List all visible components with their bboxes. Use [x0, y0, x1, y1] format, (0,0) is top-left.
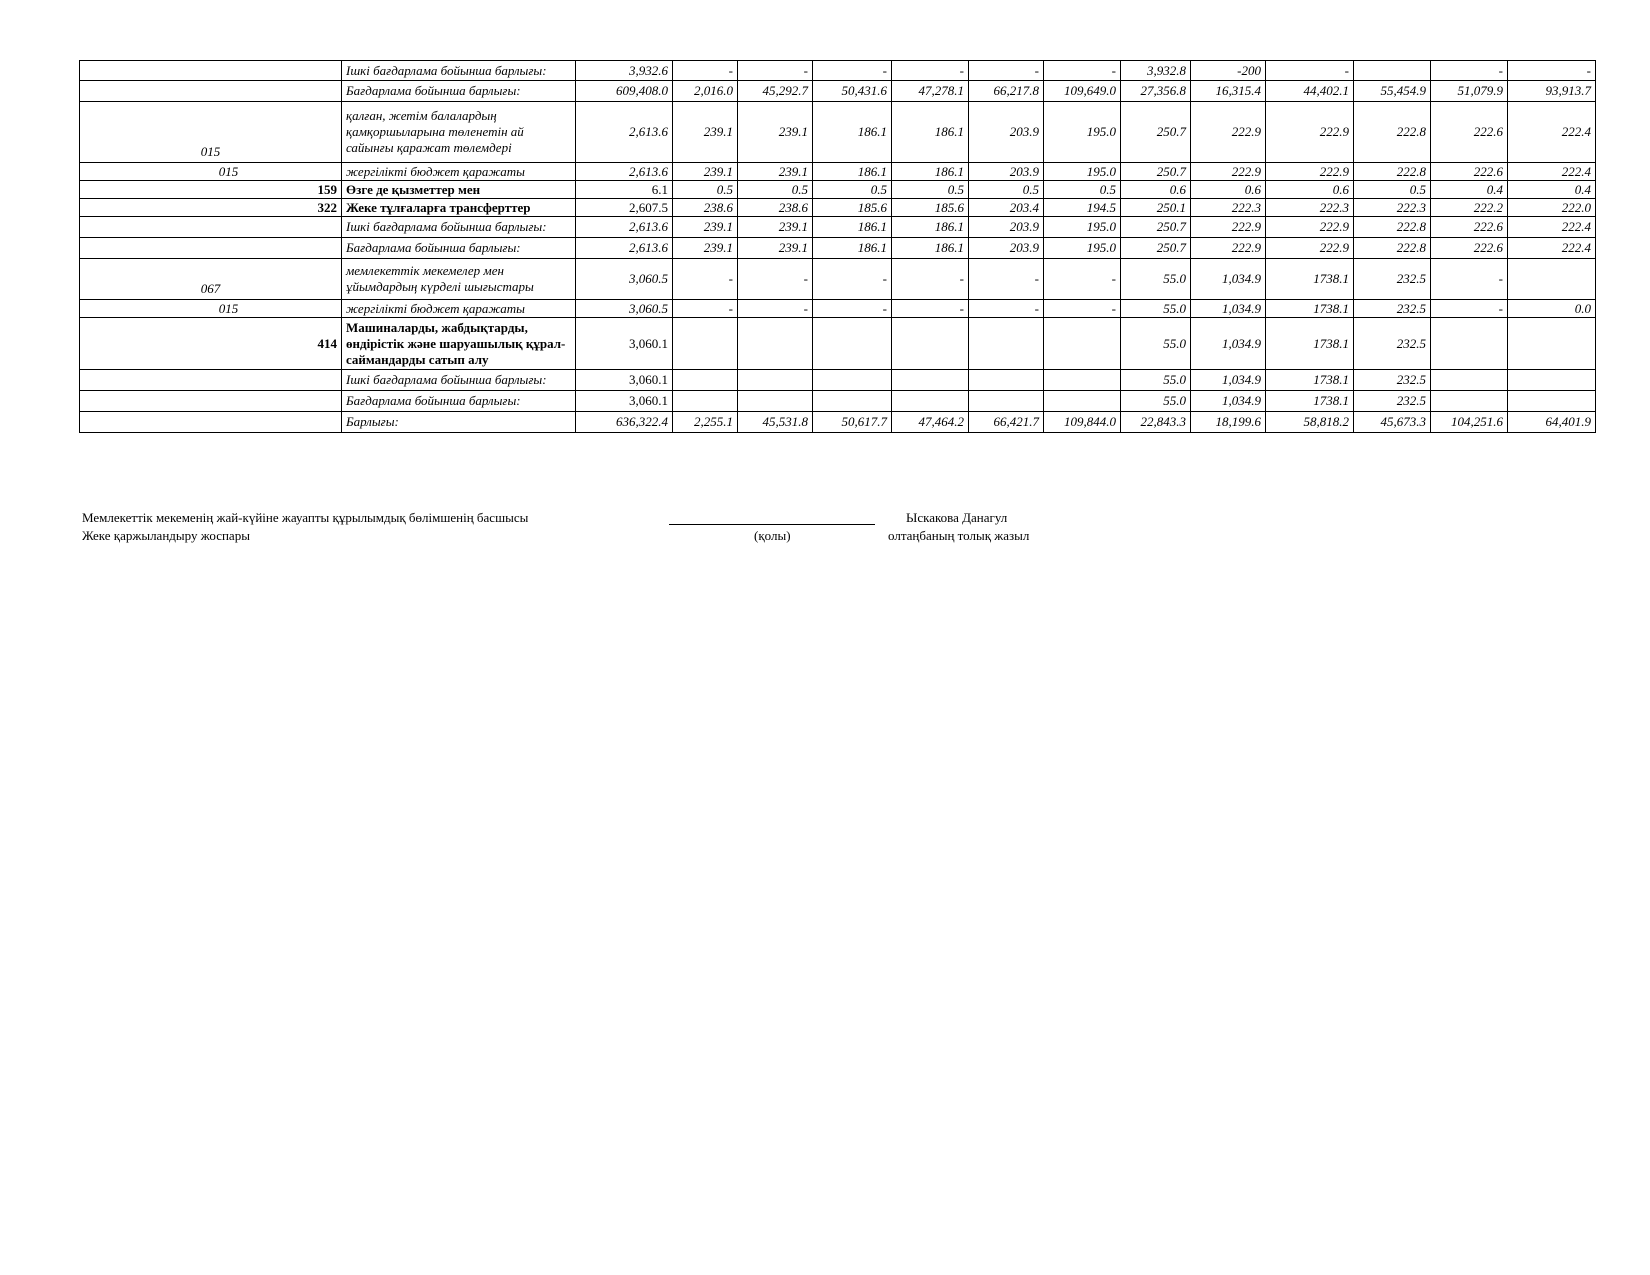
value-cell: 0.5: [1354, 181, 1431, 199]
value-cell: -: [969, 300, 1044, 318]
value-cell: 250.7: [1121, 102, 1191, 163]
value-cell: 222.9: [1191, 102, 1266, 163]
row-name: Ішкі бағдарлама бойынша барлығы:: [342, 61, 576, 81]
value-cell: 2,613.6: [576, 163, 673, 181]
value-cell: 238.6: [738, 199, 813, 217]
value-cell: 186.1: [813, 163, 892, 181]
value-cell: 239.1: [673, 163, 738, 181]
value-cell: 239.1: [738, 102, 813, 163]
value-cell: [1508, 391, 1596, 412]
table-row: [80, 102, 1596, 163]
value-cell: [738, 318, 813, 370]
table-row: [80, 61, 1596, 81]
value-cell: 2,613.6: [576, 102, 673, 163]
value-cell: -: [673, 300, 738, 318]
value-cell: 2,613.6: [576, 238, 673, 259]
row-code: 159: [80, 181, 342, 199]
value-cell: 3,060.1: [576, 391, 673, 412]
table-row: [80, 318, 1596, 370]
value-cell: 3,060.1: [576, 370, 673, 391]
value-cell: [738, 370, 813, 391]
row-name: Машиналарды, жабдықтарды, өндірістік және шаруашылық құрал-саймандарды сатып алу: [342, 318, 576, 370]
value-cell: 27,356.8: [1121, 81, 1191, 102]
name-caption: олтаңбаның толық жазыл: [888, 528, 1030, 543]
row-code: 015: [80, 102, 342, 163]
value-cell: [1044, 391, 1121, 412]
value-cell: 3,932.6: [576, 61, 673, 81]
row-name: Барлығы:: [342, 412, 576, 433]
value-cell: 194.5: [1044, 199, 1121, 217]
row-name: Жеке тұлғаларға трансферттер: [342, 199, 576, 217]
value-cell: 222.3: [1191, 199, 1266, 217]
value-cell: 55.0: [1121, 300, 1191, 318]
value-cell: -: [1431, 61, 1508, 81]
value-cell: 222.9: [1266, 163, 1354, 181]
value-cell: -: [673, 61, 738, 81]
signatory-name: Ыскакова Данагул: [906, 510, 1008, 525]
value-cell: -: [1044, 300, 1121, 318]
signature-position-line2: Жеке қаржыландыру жоспары: [82, 528, 250, 543]
value-cell: 250.7: [1121, 163, 1191, 181]
value-cell: 1738.1: [1266, 300, 1354, 318]
value-cell: 1738.1: [1266, 391, 1354, 412]
value-cell: 51,079.9: [1431, 81, 1508, 102]
value-cell: 6.1: [576, 181, 673, 199]
value-cell: 18,199.6: [1191, 412, 1266, 433]
value-cell: 195.0: [1044, 163, 1121, 181]
value-cell: [1431, 370, 1508, 391]
value-cell: 0.4: [1508, 181, 1596, 199]
value-cell: [1508, 259, 1596, 300]
value-cell: [1508, 370, 1596, 391]
value-cell: 1,034.9: [1191, 318, 1266, 370]
value-cell: 203.9: [969, 217, 1044, 238]
row-name: қалған, жетім балалардың қамқоршыларына төленетін ай сайынғы қаражат төлемдері: [342, 102, 576, 163]
value-cell: [813, 391, 892, 412]
row-code: [80, 81, 342, 102]
value-cell: 239.1: [738, 163, 813, 181]
value-cell: -: [892, 300, 969, 318]
value-cell: 22,843.3: [1121, 412, 1191, 433]
row-name: Бағдарлама бойынша барлығы:: [342, 391, 576, 412]
value-cell: 109,649.0: [1044, 81, 1121, 102]
value-cell: 222.6: [1431, 238, 1508, 259]
value-cell: 222.9: [1191, 238, 1266, 259]
value-cell: 222.9: [1266, 238, 1354, 259]
value-cell: 0.5: [813, 181, 892, 199]
signature-caption: (қолы): [754, 528, 791, 543]
value-cell: 55,454.9: [1354, 81, 1431, 102]
value-cell: [1354, 61, 1431, 81]
value-cell: 222.2: [1431, 199, 1508, 217]
row-name: Ішкі бағдарлама бойынша барлығы:: [342, 217, 576, 238]
value-cell: 203.9: [969, 238, 1044, 259]
value-cell: 222.4: [1508, 102, 1596, 163]
row-name: жергілікті бюджет қаражаты: [342, 300, 576, 318]
value-cell: 47,278.1: [892, 81, 969, 102]
value-cell: 186.1: [892, 217, 969, 238]
row-code: [80, 412, 342, 433]
value-cell: 203.4: [969, 199, 1044, 217]
value-cell: 44,402.1: [1266, 81, 1354, 102]
value-cell: 222.8: [1354, 217, 1431, 238]
row-code: [80, 238, 342, 259]
table-body: [80, 61, 1596, 433]
value-cell: -200: [1191, 61, 1266, 81]
row-name: Бағдарлама бойынша барлығы:: [342, 81, 576, 102]
value-cell: [673, 318, 738, 370]
value-cell: 93,913.7: [1508, 81, 1596, 102]
value-cell: 232.5: [1354, 300, 1431, 318]
value-cell: 222.6: [1431, 217, 1508, 238]
value-cell: [969, 370, 1044, 391]
value-cell: [738, 391, 813, 412]
value-cell: 222.6: [1431, 102, 1508, 163]
financing-plan-table: [79, 60, 1596, 433]
value-cell: -: [738, 300, 813, 318]
value-cell: 0.6: [1121, 181, 1191, 199]
row-code: 067: [80, 259, 342, 300]
value-cell: 239.1: [738, 217, 813, 238]
table-row: [80, 217, 1596, 238]
value-cell: 222.3: [1266, 199, 1354, 217]
value-cell: 222.3: [1354, 199, 1431, 217]
value-cell: -: [969, 61, 1044, 81]
value-cell: 609,408.0: [576, 81, 673, 102]
value-cell: -: [673, 259, 738, 300]
value-cell: 250.7: [1121, 238, 1191, 259]
row-code: 015: [80, 163, 342, 181]
value-cell: [673, 370, 738, 391]
value-cell: 3,060.5: [576, 300, 673, 318]
value-cell: 186.1: [892, 163, 969, 181]
value-cell: 195.0: [1044, 102, 1121, 163]
value-cell: -: [892, 61, 969, 81]
value-cell: 0.5: [892, 181, 969, 199]
value-cell: 186.1: [892, 238, 969, 259]
value-cell: 195.0: [1044, 217, 1121, 238]
value-cell: 55.0: [1121, 391, 1191, 412]
row-name: мемлекеттік мекемелер мен ұйымдардың күрделі шығыстары: [342, 259, 576, 300]
value-cell: 1738.1: [1266, 370, 1354, 391]
signature-line: [669, 524, 875, 525]
table-row: [80, 238, 1596, 259]
value-cell: 64,401.9: [1508, 412, 1596, 433]
table-row: [80, 300, 1596, 318]
value-cell: 1,034.9: [1191, 370, 1266, 391]
value-cell: [892, 318, 969, 370]
value-cell: 55.0: [1121, 318, 1191, 370]
value-cell: 250.7: [1121, 217, 1191, 238]
row-code: [80, 217, 342, 238]
table-row: [80, 199, 1596, 217]
table-row: [80, 370, 1596, 391]
row-name: жергілікті бюджет қаражаты: [342, 163, 576, 181]
value-cell: -: [1508, 61, 1596, 81]
value-cell: 1,034.9: [1191, 391, 1266, 412]
value-cell: -: [738, 259, 813, 300]
value-cell: 238.6: [673, 199, 738, 217]
value-cell: 66,421.7: [969, 412, 1044, 433]
value-cell: 1738.1: [1266, 318, 1354, 370]
value-cell: [1044, 370, 1121, 391]
value-cell: 58,818.2: [1266, 412, 1354, 433]
value-cell: -: [969, 259, 1044, 300]
row-name: Бағдарлама бойынша барлығы:: [342, 238, 576, 259]
value-cell: 222.9: [1266, 217, 1354, 238]
value-cell: 239.1: [738, 238, 813, 259]
value-cell: 186.1: [813, 217, 892, 238]
value-cell: 222.6: [1431, 163, 1508, 181]
value-cell: 3,060.5: [576, 259, 673, 300]
value-cell: 104,251.6: [1431, 412, 1508, 433]
row-name: Өзге де қызметтер мен: [342, 181, 576, 199]
value-cell: 1738.1: [1266, 259, 1354, 300]
value-cell: -: [1044, 259, 1121, 300]
value-cell: [813, 370, 892, 391]
value-cell: 2,607.5: [576, 199, 673, 217]
value-cell: 50,617.7: [813, 412, 892, 433]
value-cell: 203.9: [969, 163, 1044, 181]
row-code: [80, 370, 342, 391]
value-cell: [892, 370, 969, 391]
table-row: [80, 391, 1596, 412]
value-cell: [1508, 318, 1596, 370]
value-cell: 232.5: [1354, 391, 1431, 412]
value-cell: 186.1: [892, 102, 969, 163]
value-cell: [969, 391, 1044, 412]
value-cell: 0.0: [1508, 300, 1596, 318]
value-cell: 185.6: [813, 199, 892, 217]
value-cell: 45,531.8: [738, 412, 813, 433]
value-cell: 222.8: [1354, 163, 1431, 181]
value-cell: 232.5: [1354, 259, 1431, 300]
value-cell: 0.5: [738, 181, 813, 199]
value-cell: 186.1: [813, 238, 892, 259]
value-cell: 3,060.1: [576, 318, 673, 370]
value-cell: 239.1: [673, 217, 738, 238]
value-cell: 222.9: [1191, 163, 1266, 181]
value-cell: 222.8: [1354, 102, 1431, 163]
value-cell: 186.1: [813, 102, 892, 163]
value-cell: 3,932.8: [1121, 61, 1191, 81]
value-cell: 66,217.8: [969, 81, 1044, 102]
value-cell: -: [1044, 61, 1121, 81]
value-cell: 1,034.9: [1191, 300, 1266, 318]
value-cell: 55.0: [1121, 259, 1191, 300]
value-cell: 222.4: [1508, 238, 1596, 259]
value-cell: 222.8: [1354, 238, 1431, 259]
value-cell: 50,431.6: [813, 81, 892, 102]
value-cell: 222.9: [1266, 102, 1354, 163]
value-cell: 55.0: [1121, 370, 1191, 391]
value-cell: -: [892, 259, 969, 300]
value-cell: -: [1431, 300, 1508, 318]
value-cell: 0.6: [1191, 181, 1266, 199]
table-row: [80, 181, 1596, 199]
value-cell: 0.5: [673, 181, 738, 199]
value-cell: 2,255.1: [673, 412, 738, 433]
value-cell: 195.0: [1044, 238, 1121, 259]
table-row: [80, 81, 1596, 102]
value-cell: 232.5: [1354, 318, 1431, 370]
value-cell: 2,613.6: [576, 217, 673, 238]
value-cell: [1431, 391, 1508, 412]
value-cell: 0.5: [969, 181, 1044, 199]
value-cell: 185.6: [892, 199, 969, 217]
row-name: Ішкі бағдарлама бойынша барлығы:: [342, 370, 576, 391]
value-cell: -: [813, 61, 892, 81]
value-cell: 250.1: [1121, 199, 1191, 217]
signature-position-line1: Мемлекеттік мекеменің жай-күйіне жауапты құрылымдық бөлімшенің басшысы: [82, 510, 529, 525]
value-cell: 45,673.3: [1354, 412, 1431, 433]
value-cell: 239.1: [673, 102, 738, 163]
table-row: [80, 259, 1596, 300]
row-code: [80, 61, 342, 81]
value-cell: 232.5: [1354, 370, 1431, 391]
value-cell: 222.0: [1508, 199, 1596, 217]
row-code: 015: [80, 300, 342, 318]
value-cell: 0.4: [1431, 181, 1508, 199]
value-cell: 0.5: [1044, 181, 1121, 199]
value-cell: 47,464.2: [892, 412, 969, 433]
value-cell: 109,844.0: [1044, 412, 1121, 433]
value-cell: 2,016.0: [673, 81, 738, 102]
value-cell: [969, 318, 1044, 370]
row-code: 414: [80, 318, 342, 370]
value-cell: -: [813, 259, 892, 300]
value-cell: 239.1: [673, 238, 738, 259]
value-cell: 636,322.4: [576, 412, 673, 433]
value-cell: -: [1431, 259, 1508, 300]
value-cell: -: [1266, 61, 1354, 81]
table-row: [80, 163, 1596, 181]
table-row: [80, 412, 1596, 433]
value-cell: 222.9: [1191, 217, 1266, 238]
value-cell: [892, 391, 969, 412]
value-cell: 45,292.7: [738, 81, 813, 102]
row-code: [80, 391, 342, 412]
value-cell: [673, 391, 738, 412]
value-cell: 1,034.9: [1191, 259, 1266, 300]
row-code: 322: [80, 199, 342, 217]
value-cell: -: [738, 61, 813, 81]
value-cell: -: [813, 300, 892, 318]
value-cell: 222.4: [1508, 163, 1596, 181]
value-cell: 16,315.4: [1191, 81, 1266, 102]
value-cell: [1431, 318, 1508, 370]
value-cell: [1044, 318, 1121, 370]
value-cell: [813, 318, 892, 370]
value-cell: 222.4: [1508, 217, 1596, 238]
value-cell: 0.6: [1266, 181, 1354, 199]
value-cell: 203.9: [969, 102, 1044, 163]
